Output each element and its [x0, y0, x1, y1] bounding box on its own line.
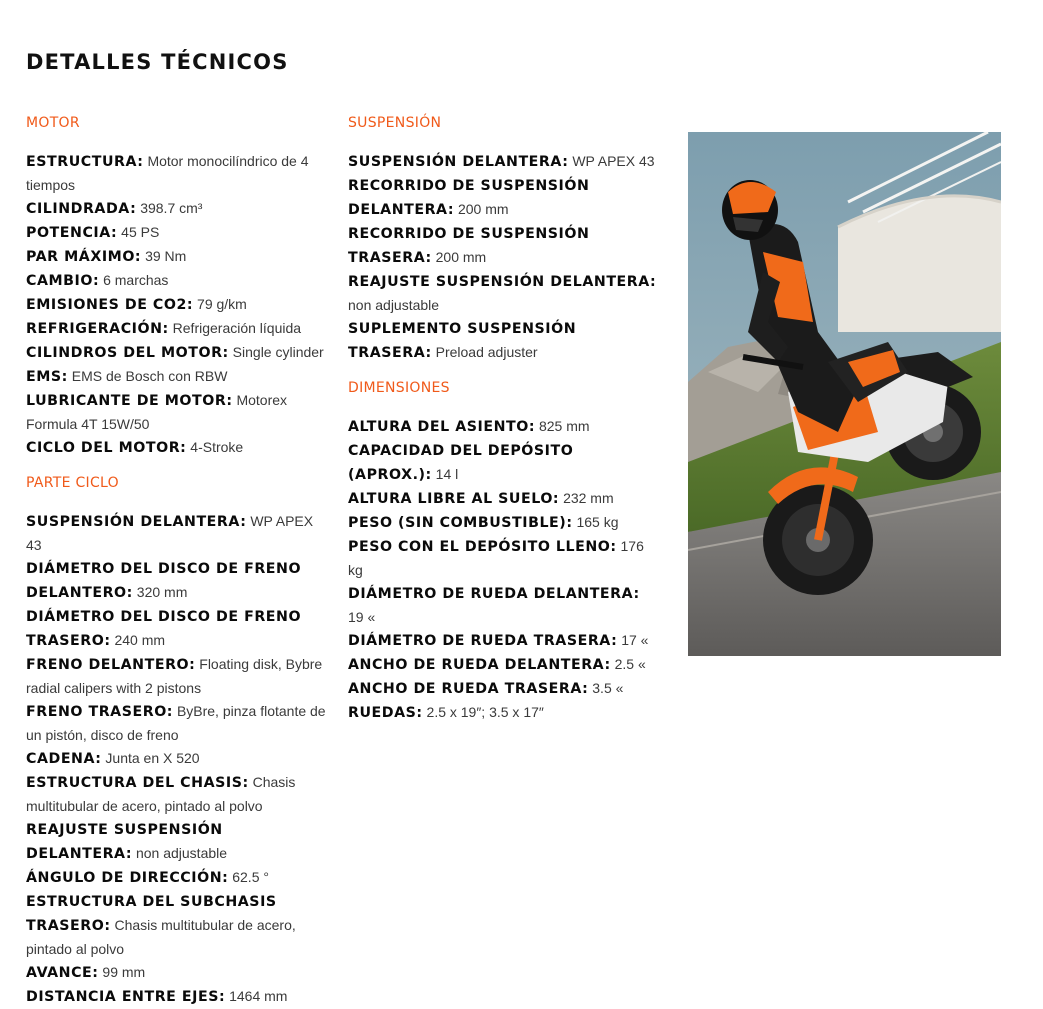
section-motor: [26, 114, 332, 460]
spec-label: CADENA:: [26, 751, 102, 767]
spec-list-suspension: [348, 150, 658, 365]
spec-list-motor: [26, 150, 332, 460]
spec-value: non adjustable: [135, 845, 228, 861]
spec-value: 398.7 cm³: [140, 200, 203, 216]
spec-label: PESO CON EL DEPÓSITO LLENO:: [348, 539, 617, 555]
spec-label: REAJUSTE SUSPENSIÓN DELANTERA:: [348, 274, 657, 290]
spec-item: [26, 653, 332, 700]
motorcycle-photo-illustration: [688, 132, 1001, 656]
spec-label: ANCHO DE RUEDA DELANTERA:: [348, 657, 611, 673]
spec-label: SUPLEMENTO SUSPENSIÓN TRASERA:: [348, 321, 577, 361]
spec-value: 4-Stroke: [190, 439, 244, 455]
spec-label: FRENO TRASERO:: [26, 704, 174, 720]
page-title: DETALLES TÉCNICOS: [26, 50, 289, 74]
spec-value: 200 mm: [457, 201, 509, 217]
spec-item: [26, 269, 332, 293]
spec-value: 45 PS: [121, 224, 160, 240]
spec-item: [348, 701, 658, 725]
spec-label: EMS:: [26, 369, 68, 385]
spec-label: ÁNGULO DE DIRECCIÓN:: [26, 870, 229, 886]
spec-item: [26, 747, 332, 771]
spec-item: [26, 245, 332, 269]
spec-item: [26, 890, 332, 961]
spec-label: DIÁMETRO DEL DISCO DE FRENO TRASERO:: [26, 609, 302, 649]
spec-value: Floating disk, Bybre radial calipers with 2 pistons: [26, 656, 323, 696]
spec-value: EMS de Bosch con RBW: [71, 368, 228, 384]
spec-item: [348, 415, 658, 439]
spec-label: ESTRUCTURA DEL CHASIS:: [26, 775, 249, 791]
spec-item: [26, 221, 332, 245]
spec-value: Single cylinder: [232, 344, 324, 360]
spec-label: RECORRIDO DE SUSPENSIÓN DELANTERA:: [348, 178, 590, 218]
spec-value: 2.5 x 19″; 3.5 x 17″: [426, 704, 544, 720]
spec-label: POTENCIA:: [26, 225, 118, 241]
spec-item: [26, 389, 332, 436]
spec-label: AVANCE:: [26, 965, 99, 981]
spec-value: 165 kg: [576, 514, 619, 530]
spec-item: [26, 700, 332, 747]
spec-value: Chasis multitubular de acero, pintado al polvo: [26, 917, 296, 957]
spec-label: CILINDROS DEL MOTOR:: [26, 345, 229, 361]
spec-value: 2.5 «: [614, 656, 646, 672]
spec-item: [26, 818, 332, 866]
spec-value: 200 mm: [435, 249, 487, 265]
spec-label: DIÁMETRO DE RUEDA DELANTERA:: [348, 586, 640, 602]
spec-label: ALTURA LIBRE AL SUELO:: [348, 491, 560, 507]
section-dimensiones: [348, 379, 658, 725]
spec-value: 17 «: [621, 632, 649, 648]
spec-value: Refrigeración líquida: [172, 320, 302, 336]
spec-item: [26, 985, 332, 1009]
spec-item: [348, 677, 658, 701]
spec-item: [26, 341, 332, 365]
spec-label: SUSPENSIÓN DELANTERA:: [348, 154, 569, 170]
spec-label: CICLO DEL MOTOR:: [26, 440, 187, 456]
section-title-motor: MOTOR: [26, 115, 80, 131]
spec-value: 1464 mm: [229, 988, 288, 1004]
spec-label: PESO (SIN COMBUSTIBLE):: [348, 515, 573, 531]
section-title-dimensiones: DIMENSIONES: [348, 380, 450, 396]
spec-item: [26, 197, 332, 221]
spec-label: ANCHO DE RUEDA TRASERA:: [348, 681, 589, 697]
spec-label: EMISIONES DE CO2:: [26, 297, 194, 313]
spec-item: [26, 961, 332, 985]
spec-label: FRENO DELANTERO:: [26, 657, 196, 673]
spec-value: 14 l: [435, 466, 459, 482]
spec-label: CILINDRADA:: [26, 201, 137, 217]
spec-value: 3.5 «: [592, 680, 624, 696]
spec-list-parte-ciclo: [26, 510, 332, 1009]
spec-item: [26, 365, 332, 389]
specs-column-middle: [348, 114, 658, 725]
spec-label: DIÁMETRO DEL DISCO DE FRENO DELANTERO:: [26, 561, 302, 601]
spec-item: [348, 535, 658, 582]
spec-value: 6 marchas: [103, 272, 169, 288]
spec-label: REAJUSTE SUSPENSIÓN DELANTERA:: [26, 822, 223, 862]
spec-label: SUSPENSIÓN DELANTERA:: [26, 514, 247, 530]
spec-label: ALTURA DEL ASIENTO:: [348, 419, 536, 435]
spec-label: CAPACIDAD DEL DEPÓSITO (APROX.):: [348, 443, 574, 483]
spec-value: Preload adjuster: [435, 344, 538, 360]
spec-value: Junta en X 520: [105, 750, 200, 766]
spec-item: [348, 629, 658, 653]
spec-label: ESTRUCTURA:: [26, 154, 144, 170]
spec-label: REFRIGERACIÓN:: [26, 321, 169, 337]
spec-item: [348, 439, 658, 487]
section-parte-ciclo: [26, 474, 332, 1009]
spec-item: [348, 317, 658, 365]
spec-item: [26, 557, 332, 605]
spec-item: [26, 293, 332, 317]
spec-value: 825 mm: [538, 418, 590, 434]
spec-value: 320 mm: [136, 584, 188, 600]
spec-value: 176 kg: [348, 538, 644, 578]
spec-label: DISTANCIA ENTRE EJES:: [26, 989, 226, 1005]
spec-value: non adjustable: [348, 297, 440, 313]
spec-item: [26, 317, 332, 341]
spec-value: 79 g/km: [197, 296, 247, 312]
section-suspension: [348, 114, 658, 365]
spec-item: [348, 174, 658, 222]
spec-label: RECORRIDO DE SUSPENSIÓN TRASERA:: [348, 226, 590, 266]
spec-item: [26, 771, 332, 818]
spec-value: 240 mm: [114, 632, 166, 648]
spec-item: [26, 866, 332, 890]
spec-item: [348, 487, 658, 511]
spec-value: WP APEX 43: [26, 513, 314, 553]
spec-label: ESTRUCTURA DEL SUBCHASIS TRASERO:: [26, 894, 277, 934]
spec-value: 232 mm: [563, 490, 614, 506]
spec-item: [26, 436, 332, 460]
spec-item: [348, 653, 658, 677]
specs-column-left: [26, 114, 332, 1009]
spec-value: WP APEX 43: [572, 153, 655, 169]
spec-item: [26, 510, 332, 557]
spec-list-dimensiones: [348, 415, 658, 725]
spec-item: [348, 582, 658, 629]
spec-value: 62.5 °: [232, 869, 269, 885]
spec-value: ByBre, pinza flotante de un pistón, disco de freno: [26, 703, 326, 743]
spec-label: RUEDAS:: [348, 705, 423, 721]
spec-item: [26, 150, 332, 197]
spec-item: [26, 605, 332, 653]
spec-label: PAR MÁXIMO:: [26, 249, 142, 265]
spec-value: Motorex Formula 4T 15W/50: [26, 392, 288, 432]
spec-item: [348, 222, 658, 270]
spec-label: CAMBIO:: [26, 273, 100, 289]
spec-item: [348, 270, 658, 317]
spec-label: DIÁMETRO DE RUEDA TRASERA:: [348, 633, 618, 649]
motorcycle-photo: [688, 132, 1001, 656]
spec-value: Chasis multitubular de acero, pintado al polvo: [26, 774, 296, 814]
spec-value: Motor monocilíndrico de 4 tiempos: [26, 153, 309, 193]
spec-value: 39 Nm: [145, 248, 187, 264]
spec-item: [348, 511, 658, 535]
spec-value: 19 «: [348, 609, 376, 625]
spec-label: LUBRICANTE DE MOTOR:: [26, 393, 233, 409]
spec-item: [348, 150, 658, 174]
section-title-parte-ciclo: PARTE CICLO: [26, 475, 119, 491]
section-title-suspension: SUSPENSIÓN: [348, 115, 442, 131]
spec-value: 99 mm: [102, 964, 146, 980]
